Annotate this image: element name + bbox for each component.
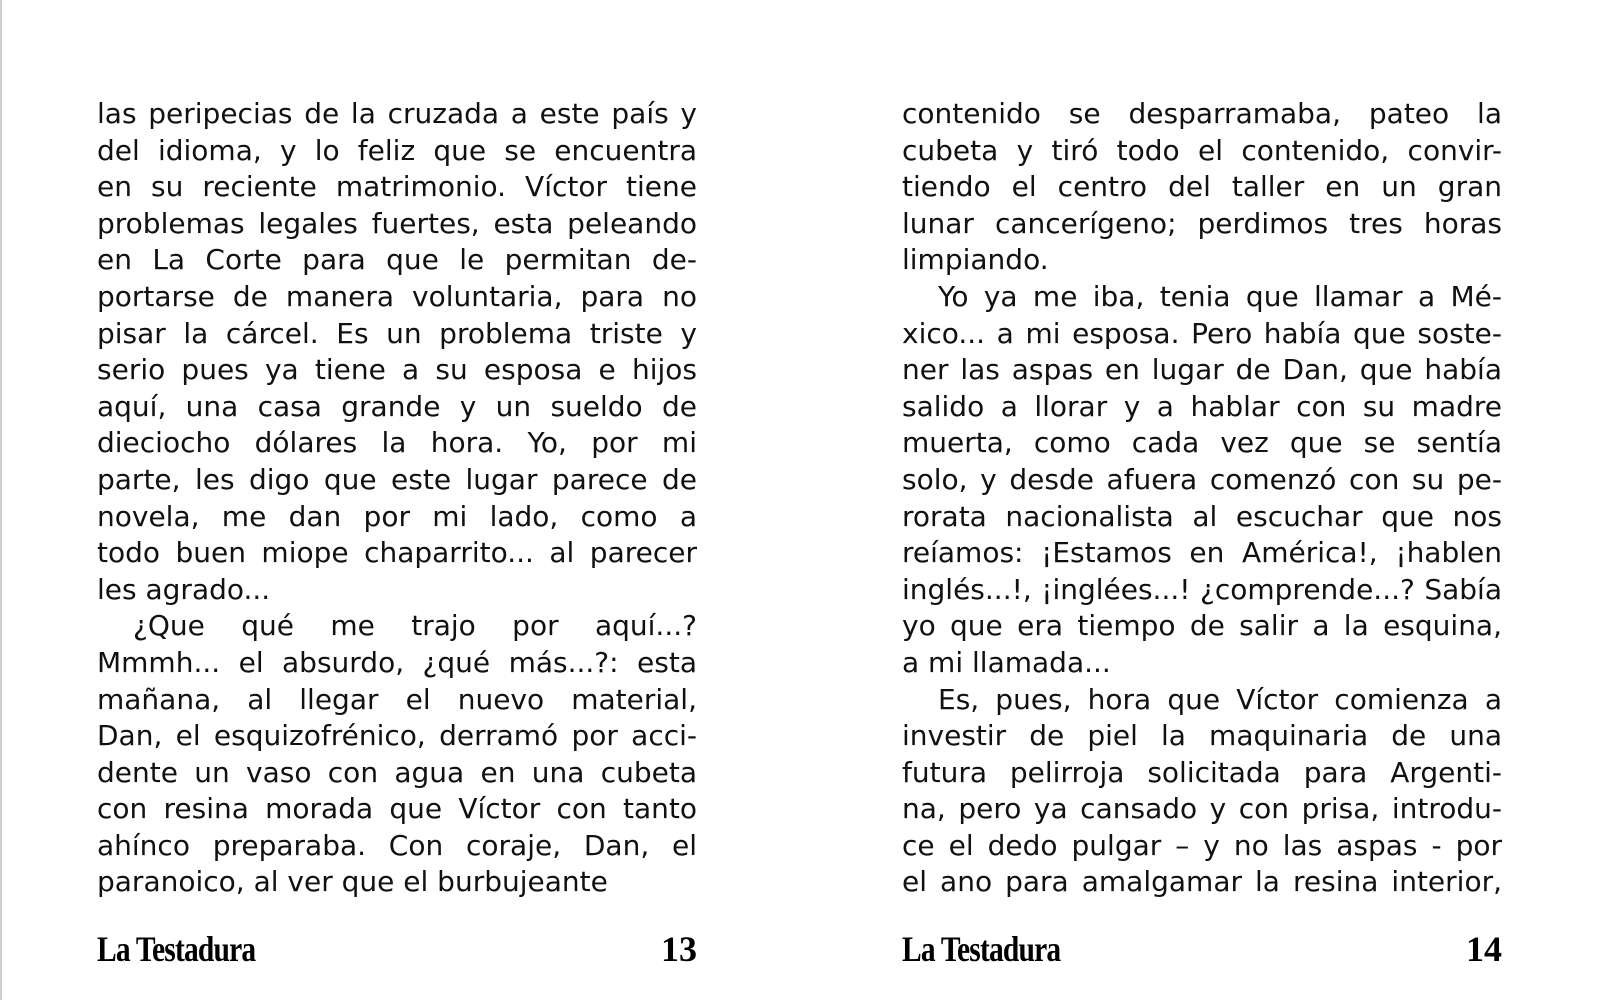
text-line: muerta, como cada vez que se sentía xyxy=(902,426,1502,460)
text-line: rorata nacionalista al escuchar que nos xyxy=(902,499,1502,533)
left-page xyxy=(97,96,697,986)
text-line: Mmmh... el absurdo, ¿qué más...?: esta xyxy=(97,645,697,679)
text-line: dente un vaso con agua en una cubeta xyxy=(97,755,697,789)
left-page-number: 13 xyxy=(661,929,697,969)
text-line: las peripecias de la cruzada a este país y xyxy=(97,97,697,130)
text-line: Yo ya me iba, tenia que llamar a Mé- xyxy=(938,279,1502,313)
left-page-body xyxy=(97,96,697,901)
text-line: del idioma, y lo feliz que se encuentra xyxy=(97,133,697,167)
text-line: lunar cancerígeno; perdimos tres horas xyxy=(902,206,1502,240)
text-line: futura pelirroja solicitada para Argenti- xyxy=(902,755,1502,789)
left-page-footer xyxy=(97,928,697,972)
text-line: a mi llamada... xyxy=(902,645,1111,679)
text-line: todo buen miope chaparrito... al parecer xyxy=(97,536,697,570)
text-line: tiendo el centro del taller en un gran xyxy=(902,170,1502,204)
text-line: serio pues ya tiene a su esposa e hijos xyxy=(97,353,697,387)
text-line: portarse de manera voluntaria, para no xyxy=(97,279,697,313)
text-line: problemas legales fuertes, esta peleando xyxy=(97,206,697,240)
text-line: xico... a mi esposa. Pero había que soste- xyxy=(902,316,1502,350)
text-line: na, pero ya cansado y con prisa, introdu- xyxy=(902,792,1502,826)
right-page-footer xyxy=(902,928,1502,972)
text-line: inglés...!, ¡inglées...! ¿comprende...? Sabía xyxy=(902,572,1502,606)
text-line: el ano para amalgamar la resina interior, xyxy=(902,865,1502,899)
text-line: investir de piel la maquinaria de una xyxy=(902,719,1502,753)
right-page-number: 14 xyxy=(1466,929,1502,969)
text-line: con resina morada que Víctor con tanto xyxy=(97,792,697,826)
right-page-body xyxy=(902,96,1502,901)
text-line: aquí, una casa grande y un sueldo de xyxy=(97,389,697,423)
text-line: ¿Que qué me trajo por aquí...? xyxy=(133,609,697,643)
text-line: yo que era tiempo de salir a la esquina, xyxy=(902,609,1502,643)
text-line: solo, y desde afuera comenzó con su pe- xyxy=(902,462,1502,496)
left-footer-book-title: La Testadura xyxy=(97,929,256,969)
text-line: paranoico, al ver que el burbujeante xyxy=(97,865,608,899)
page-edge-divider xyxy=(0,0,2,1000)
text-line: salido a llorar y a hablar con su madre xyxy=(902,389,1502,423)
text-line: contenido se desparramaba, pateo la xyxy=(902,97,1502,130)
text-line: mañana, al llegar el nuevo material, xyxy=(97,682,697,716)
text-line: en La Corte para que le permitan de- xyxy=(97,243,697,277)
text-line: ahínco preparaba. Con coraje, Dan, el xyxy=(97,828,697,862)
text-line: les agrado... xyxy=(97,572,271,606)
text-line: reíamos: ¡Estamos en América!, ¡hablen xyxy=(902,536,1502,570)
text-line: pisar la cárcel. Es un problema triste y xyxy=(97,316,697,350)
text-line: novela, me dan por mi lado, como a xyxy=(97,499,697,533)
right-page xyxy=(902,96,1502,986)
text-line: ce el dedo pulgar – y no las aspas - por xyxy=(902,828,1502,862)
text-line: dieciocho dólares la hora. Yo, por mi xyxy=(97,426,697,460)
right-footer-book-title: La Testadura xyxy=(902,929,1061,969)
text-line: Es, pues, hora que Víctor comienza a xyxy=(938,682,1502,716)
text-line: cubeta y tiró todo el contenido, convir- xyxy=(902,133,1502,167)
text-line: ner las aspas en lugar de Dan, que había xyxy=(902,353,1502,387)
text-line: Dan, el esquizofrénico, derramó por acci- xyxy=(97,719,697,753)
text-line: parte, les digo que este lugar parece de xyxy=(97,462,697,496)
text-line: en su reciente matrimonio. Víctor tiene xyxy=(97,170,697,204)
text-line: limpiando. xyxy=(902,243,1049,277)
